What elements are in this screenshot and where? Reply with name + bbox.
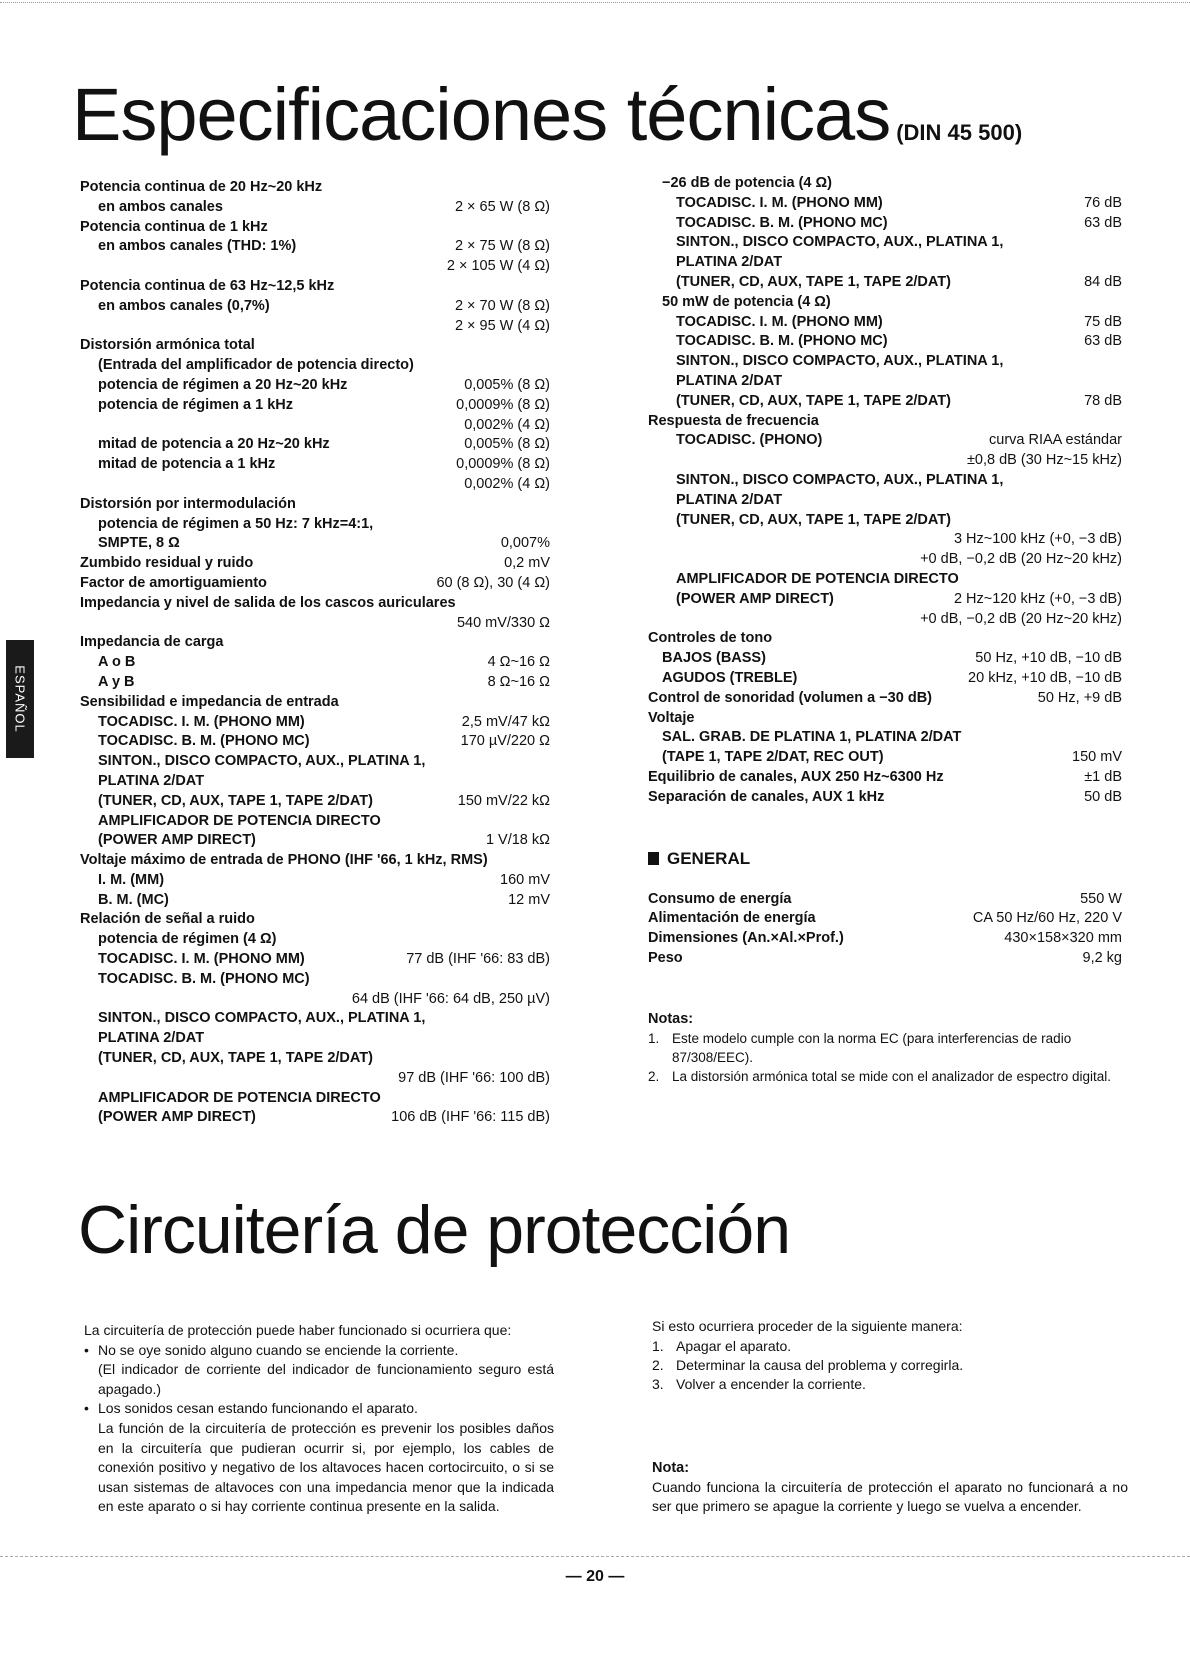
- spec-label: 50 mW de potencia (4 Ω): [662, 293, 831, 310]
- spec-label: AMPLIFICADOR DE POTENCIA DIRECTO: [676, 570, 959, 587]
- bottom-dashed-rule: [0, 1556, 1190, 1557]
- protection-intro: La circuitería de protección puede haber funcionado si ocurriera que:: [84, 1322, 512, 1338]
- spec-label: TOCADISC. I. M. (PHONO MM): [676, 313, 883, 330]
- step-number: 2.: [652, 1356, 664, 1373]
- right-spec-column: [648, 174, 1122, 1086]
- bullet-body: [98, 1399, 554, 1517]
- spec-label: Voltaje: [648, 709, 695, 726]
- spec-value: 2 × 65 W (8 Ω): [454, 198, 550, 215]
- spec-value: 0,0009% (8 Ω): [456, 456, 550, 473]
- spec-value: 170 µV/220 Ω: [460, 733, 550, 750]
- spec-row: [80, 930, 550, 950]
- spec-value: 64 dB (IHF '66: 64 dB, 250 µV): [351, 990, 550, 1007]
- spec-value: 1 V/18 kΩ: [485, 832, 550, 849]
- spec-row: [80, 178, 550, 198]
- spec-value: 50 dB: [1084, 788, 1122, 805]
- spec-label: TOCADISC. B. M. (PHONO MC): [98, 970, 310, 987]
- spec-row: [80, 277, 550, 297]
- spec-row: [648, 214, 1122, 234]
- spec-label: TOCADISC. I. M. (PHONO MM): [98, 713, 305, 730]
- spec-value: 97 dB (IHF '66: 100 dB): [398, 1069, 550, 1086]
- steps-list: [652, 1337, 1128, 1394]
- spec-row: [80, 891, 550, 911]
- spec-row: [80, 376, 550, 396]
- spec-value: 63 dB: [1084, 333, 1122, 350]
- spec-label: potencia de régimen a 50 Hz: 7 kHz=4:1,: [98, 515, 374, 532]
- spec-row: [80, 1089, 550, 1109]
- protection-left-column: [84, 1321, 554, 1517]
- spec-row: [648, 788, 1122, 808]
- spec-label: PLATINA 2/DAT: [98, 1030, 205, 1047]
- spec-row: [80, 910, 550, 930]
- spec-value: 3 Hz~100 kHz (+0, −3 dB): [953, 531, 1122, 548]
- right-spec-list: [648, 174, 1122, 808]
- spec-row: [648, 412, 1122, 432]
- spec-row: [648, 511, 1122, 531]
- spec-value: 9,2 kg: [1082, 949, 1122, 966]
- spec-label: potencia de régimen (4 Ω): [98, 931, 277, 948]
- spec-row: [80, 495, 550, 515]
- spec-row: [80, 653, 550, 673]
- spec-label: Potencia continua de 63 Hz~12,5 kHz: [80, 277, 335, 294]
- spec-value: CA 50 Hz/60 Hz, 220 V: [972, 910, 1122, 927]
- spec-value: 77 dB (IHF '66: 83 dB): [406, 951, 550, 968]
- spec-value: 150 mV/22 kΩ: [457, 792, 550, 809]
- spec-label: en ambos canales (THD: 1%): [98, 238, 297, 255]
- step-item: [652, 1337, 1128, 1356]
- spec-value: 8 Ω~16 Ω: [487, 673, 550, 690]
- spec-row: [80, 515, 550, 535]
- spec-row: [648, 629, 1122, 649]
- spec-label: SINTON., DISCO COMPACTO, AUX., PLATINA 1,: [98, 1010, 426, 1027]
- spec-row: [80, 1009, 550, 1029]
- protection-note-text: Cuando funciona la circuitería de protección el aparato no funcionará a no ser que primero se apague la corriente y luego se vuelva a encender.: [652, 1478, 1128, 1515]
- note-item: [648, 1067, 1122, 1086]
- spec-row: [648, 709, 1122, 729]
- spec-label: en ambos canales: [98, 198, 223, 215]
- spec-row: [80, 257, 550, 277]
- spec-row: [80, 812, 550, 832]
- bullet-text: Los sonidos cesan estando funcionando el aparato.: [98, 1400, 418, 1417]
- spec-label: Separación de canales, AUX 1 kHz: [648, 788, 885, 805]
- spec-value: 75 dB: [1084, 313, 1122, 330]
- spec-label: I. M. (MM): [98, 871, 165, 888]
- spec-label: Distorsión por intermodulación: [80, 495, 296, 512]
- spec-row: [80, 336, 550, 356]
- spec-label: SINTON., DISCO COMPACTO, AUX., PLATINA 1,: [676, 353, 1004, 370]
- spec-label: Control de sonoridad (volumen a −30 dB): [648, 689, 932, 706]
- spec-label: (TUNER, CD, AUX, TAPE 1, TAPE 2/DAT): [676, 511, 951, 528]
- note-item: [648, 1029, 1122, 1067]
- protection-right-column: [652, 1317, 1128, 1517]
- spec-value: 12 mV: [508, 891, 550, 908]
- spacer: [652, 1394, 1128, 1458]
- spec-row: [648, 352, 1122, 372]
- spec-label: (TUNER, CD, AUX, TAPE 1, TAPE 2/DAT): [98, 792, 373, 809]
- spec-label: SMPTE, 8 Ω: [98, 535, 180, 552]
- spec-label: PLATINA 2/DAT: [676, 372, 783, 389]
- spec-label: Dimensiones (An.×Al.×Prof.): [648, 930, 844, 947]
- spec-label: (POWER AMP DIRECT): [676, 590, 834, 607]
- spec-row: [80, 633, 550, 653]
- note-number: 2.: [648, 1068, 660, 1084]
- spec-label: (Entrada del amplificador de potencia directo): [98, 357, 414, 374]
- step-item: [652, 1356, 1128, 1375]
- spec-row: [80, 871, 550, 891]
- spec-value: +0 dB, −0,2 dB (20 Hz~20 kHz): [920, 610, 1122, 627]
- spec-label: SINTON., DISCO COMPACTO, AUX., PLATINA 1,: [676, 471, 1004, 488]
- spec-row: [80, 693, 550, 713]
- spec-row: [648, 570, 1122, 590]
- spec-label: AGUDOS (TREBLE): [662, 669, 798, 686]
- spec-label: Potencia continua de 1 kHz: [80, 218, 268, 235]
- spec-label: PLATINA 2/DAT: [676, 491, 783, 508]
- note-number: 1.: [648, 1030, 660, 1046]
- spec-row: [648, 590, 1122, 610]
- spec-label: PLATINA 2/DAT: [676, 254, 783, 271]
- note-text: La distorsión armónica total se mide con el analizador de espectro digital.: [672, 1068, 1111, 1084]
- spec-row: [648, 929, 1122, 949]
- spec-label: potencia de régimen a 1 kHz: [98, 396, 294, 413]
- bullet-detail: La función de la circuitería de protección es prevenir los posibles daños en la circuitería que pudieran ocurrir si, por ejemplo, los cables de conexión positivo y negativo de los altavoces hacen cortocircuito, o si se usan sistemas de altavoces con una impedancia menor que la indicada en este aparato o si hay corriente continua presente en la salida.: [98, 1419, 554, 1515]
- spec-label: SINTON., DISCO COMPACTO, AUX., PLATINA 1,: [676, 234, 1004, 251]
- spec-row: [648, 649, 1122, 669]
- spec-row: [648, 550, 1122, 570]
- spec-label: −26 dB de potencia (4 Ω): [662, 175, 832, 191]
- spec-row: [80, 950, 550, 970]
- spec-value: 430×158×320 mm: [1004, 930, 1122, 947]
- spec-label: (TAPE 1, TAPE 2/DAT, REC OUT): [662, 749, 884, 766]
- spec-label: mitad de potencia a 1 kHz: [98, 456, 276, 473]
- spec-label: Relación de señal a ruido: [80, 911, 255, 928]
- page-number: — 20 —: [565, 1568, 625, 1585]
- bullet-detail: (El indicador de corriente del indicador de funcionamiento seguro está apagado.): [98, 1361, 554, 1397]
- spec-row: [80, 356, 550, 376]
- spec-row: [80, 237, 550, 257]
- spec-label: A y B: [98, 673, 135, 690]
- spec-value: 2 × 95 W (4 Ω): [454, 317, 550, 334]
- spec-row: [80, 772, 550, 792]
- spec-row: [80, 970, 550, 990]
- spec-label: mitad de potencia a 20 Hz~20 kHz: [98, 436, 330, 453]
- spec-row: [80, 594, 550, 614]
- spec-row: [648, 909, 1122, 929]
- spec-row: [80, 990, 550, 1010]
- spec-value: 150 mV: [1072, 749, 1122, 766]
- step-number: 1.: [652, 1337, 664, 1354]
- spec-row: [648, 471, 1122, 491]
- spec-label: (POWER AMP DIRECT): [98, 832, 256, 849]
- spec-value: 2 × 75 W (8 Ω): [454, 238, 550, 255]
- spec-row: [80, 614, 550, 634]
- note-text: Este modelo cumple con la norma EC (para interferencias de radio 87/308/EEC).: [672, 1030, 1072, 1065]
- square-bullet-icon: [648, 852, 659, 865]
- spec-value: 2 × 70 W (8 Ω): [454, 297, 550, 314]
- step-number: 3.: [652, 1375, 664, 1392]
- step-text: Determinar la causa del problema y corregirla.: [676, 1356, 964, 1373]
- general-heading-text: GENERAL: [667, 848, 751, 868]
- spec-label: Sensibilidad e impedancia de entrada: [80, 693, 339, 710]
- page-title: [72, 73, 1023, 156]
- spec-row: [648, 372, 1122, 392]
- bullet-text: No se oye sonido alguno cuando se enciende la corriente.: [98, 1341, 459, 1358]
- spec-label: A o B: [98, 654, 136, 671]
- spec-row: [80, 317, 550, 337]
- spec-value: 2 × 105 W (4 Ω): [446, 258, 550, 275]
- bullet-dot-icon: •: [84, 1400, 89, 1417]
- spec-value: 0,002% (4 Ω): [464, 475, 550, 492]
- language-tab: [6, 640, 34, 758]
- notes-list: [648, 1029, 1122, 1086]
- spec-label: Alimentación de energía: [648, 910, 816, 927]
- spec-value: 60 (8 Ω), 30 (4 Ω): [436, 574, 550, 591]
- spec-label: PLATINA 2/DAT: [98, 772, 205, 789]
- spec-value: 106 dB (IHF '66: 115 dB): [391, 1109, 550, 1126]
- spec-row: [80, 218, 550, 238]
- protection-bullet: [84, 1341, 554, 1400]
- spec-value: curva RIAA estándar: [989, 432, 1122, 449]
- spec-label: Distorsión armónica total: [80, 337, 255, 354]
- spec-label: (POWER AMP DIRECT): [98, 1109, 256, 1126]
- spec-row: [80, 534, 550, 554]
- spec-row: [80, 1108, 550, 1128]
- spec-row: [80, 416, 550, 436]
- spec-label: (TUNER, CD, AUX, TAPE 1, TAPE 2/DAT): [676, 392, 951, 409]
- spec-value: 550 W: [1080, 890, 1122, 907]
- spec-row: [648, 669, 1122, 689]
- spec-row: [80, 673, 550, 693]
- page-title-text: Especificaciones técnicas: [72, 73, 891, 156]
- spec-value: 84 dB: [1084, 273, 1122, 290]
- step-text: Volver a encender la corriente.: [676, 1375, 866, 1392]
- spec-value: 50 Hz, +10 dB, −10 dB: [975, 650, 1122, 667]
- spec-label: Equilibrio de canales, AUX 250 Hz~6300 Hz: [648, 768, 944, 785]
- spec-row: [648, 293, 1122, 313]
- spec-label: Impedancia de carga: [80, 634, 224, 651]
- spacer: [648, 808, 1122, 848]
- spec-row: [648, 233, 1122, 253]
- spec-row: [648, 332, 1122, 352]
- spec-row: [648, 768, 1122, 788]
- spec-label: Factor de amortiguamiento: [80, 574, 267, 591]
- spec-label: AMPLIFICADOR DE POTENCIA DIRECTO: [98, 1089, 381, 1106]
- steps-intro: Si esto ocurriera proceder de la siguiente manera:: [652, 1318, 963, 1334]
- spec-label: TOCADISC. B. M. (PHONO MC): [98, 733, 310, 750]
- spec-row: [648, 273, 1122, 293]
- spec-label: BAJOS (BASS): [662, 650, 766, 667]
- spec-label: TOCADISC. B. M. (PHONO MC): [676, 214, 888, 231]
- spec-value: 540 mV/330 Ω: [456, 614, 550, 631]
- spec-value: 20 kHz, +10 dB, −10 dB: [968, 669, 1122, 686]
- notes-title: Notas:: [648, 1010, 694, 1027]
- spec-row: [80, 732, 550, 752]
- spec-label: SINTON., DISCO COMPACTO, AUX., PLATINA 1,: [98, 753, 426, 770]
- spec-row: [648, 610, 1122, 630]
- spec-label: SAL. GRAB. DE PLATINA 1, PLATINA 2/DAT: [662, 729, 962, 746]
- spec-row: [648, 530, 1122, 550]
- spec-value: 76 dB: [1084, 194, 1122, 211]
- spec-label: (TUNER, CD, AUX, TAPE 1, TAPE 2/DAT): [98, 1050, 373, 1067]
- spec-label: TOCADISC. I. M. (PHONO MM): [676, 194, 883, 211]
- spec-row: [648, 949, 1122, 969]
- spec-label: TOCADISC. I. M. (PHONO MM): [98, 951, 305, 968]
- page-title-standard: (DIN 45 500): [896, 120, 1023, 145]
- spec-value: 0,0009% (8 Ω): [456, 396, 550, 413]
- spec-label: Impedancia y nivel de salida de los cascos auriculares: [80, 594, 456, 611]
- step-item: [652, 1375, 1128, 1394]
- spec-value: 78 dB: [1084, 392, 1122, 409]
- spec-row: [80, 455, 550, 475]
- spec-label: Potencia continua de 20 Hz~20 kHz: [80, 179, 323, 195]
- spec-row: [80, 574, 550, 594]
- spec-value: 0,005% (8 Ω): [464, 436, 550, 453]
- spec-row: [80, 1069, 550, 1089]
- spec-row: [80, 1029, 550, 1049]
- spec-row: [648, 748, 1122, 768]
- spec-label: Respuesta de frecuencia: [648, 412, 819, 429]
- protection-bullets: [84, 1341, 554, 1517]
- spec-label: TOCADISC. B. M. (PHONO MC): [676, 333, 888, 350]
- spec-row: [648, 890, 1122, 910]
- spec-value: 63 dB: [1084, 214, 1122, 231]
- spec-row: [80, 554, 550, 574]
- spec-value: +0 dB, −0,2 dB (20 Hz~20 kHz): [920, 551, 1122, 568]
- spec-row: [648, 491, 1122, 511]
- spec-row: [80, 831, 550, 851]
- protection-note-title: Nota:: [652, 1459, 690, 1476]
- spec-row: [80, 752, 550, 772]
- spec-row: [648, 451, 1122, 471]
- spec-label: AMPLIFICADOR DE POTENCIA DIRECTO: [98, 812, 381, 829]
- spec-row: [80, 396, 550, 416]
- spec-value: 0,007%: [500, 535, 550, 552]
- spacer: [648, 870, 1122, 890]
- spec-label: Consumo de energía: [648, 890, 792, 907]
- spec-row: [648, 689, 1122, 709]
- spacer: [648, 969, 1122, 1009]
- spec-row: [648, 431, 1122, 451]
- spec-row: [80, 435, 550, 455]
- spec-row: [80, 297, 550, 317]
- general-list: [648, 890, 1122, 969]
- spec-label: B. M. (MC): [98, 891, 169, 908]
- spec-label: en ambos canales (0,7%): [98, 297, 270, 314]
- bullet-dot-icon: •: [84, 1341, 89, 1358]
- spec-row: [80, 851, 550, 871]
- spec-row: [648, 194, 1122, 214]
- spec-value: 0,002% (4 Ω): [464, 416, 550, 433]
- spec-value: 0,2 mV: [504, 555, 550, 572]
- left-spec-column: [80, 178, 550, 1128]
- spec-label: (TUNER, CD, AUX, TAPE 1, TAPE 2/DAT): [676, 273, 951, 290]
- spec-value: ±1 dB: [1084, 768, 1122, 785]
- spec-value: 2,5 mV/47 kΩ: [461, 713, 550, 730]
- spec-row: [648, 174, 1122, 194]
- spec-value: 4 Ω~16 Ω: [487, 654, 550, 671]
- language-tab-label: ESPAÑOL: [12, 665, 28, 733]
- spec-value: 0,005% (8 Ω): [464, 376, 550, 393]
- spec-value: ±0,8 dB (30 Hz~15 kHz): [966, 452, 1122, 469]
- spec-value: 50 Hz, +9 dB: [1037, 689, 1122, 706]
- spec-label: Controles de tono: [648, 630, 773, 647]
- protection-bullet: [84, 1399, 554, 1517]
- spec-row: [80, 198, 550, 218]
- spec-row: [80, 792, 550, 812]
- spec-label: potencia de régimen a 20 Hz~20 kHz: [98, 376, 348, 393]
- protection-title: Circuitería de protección: [78, 1192, 791, 1268]
- spec-row: [80, 713, 550, 733]
- spec-row: [648, 253, 1122, 273]
- spec-label: Peso: [648, 949, 683, 966]
- spec-row: [80, 475, 550, 495]
- spec-value: 2 Hz~120 kHz (+0, −3 dB): [953, 590, 1122, 607]
- spec-label: Zumbido residual y ruido: [80, 555, 254, 572]
- bullet-body: [98, 1341, 554, 1400]
- spec-row: [80, 1049, 550, 1069]
- step-text: Apagar el aparato.: [676, 1337, 792, 1354]
- spec-label: TOCADISC. (PHONO): [676, 432, 823, 449]
- spec-label: Voltaje máximo de entrada de PHONO (IHF '66, 1 kHz, RMS): [80, 852, 488, 869]
- top-dotted-rule: [0, 2, 1190, 3]
- general-heading: [648, 848, 1122, 870]
- spec-row: [648, 313, 1122, 333]
- spec-value: 160 mV: [500, 871, 550, 888]
- spec-row: [648, 728, 1122, 748]
- spec-row: [648, 392, 1122, 412]
